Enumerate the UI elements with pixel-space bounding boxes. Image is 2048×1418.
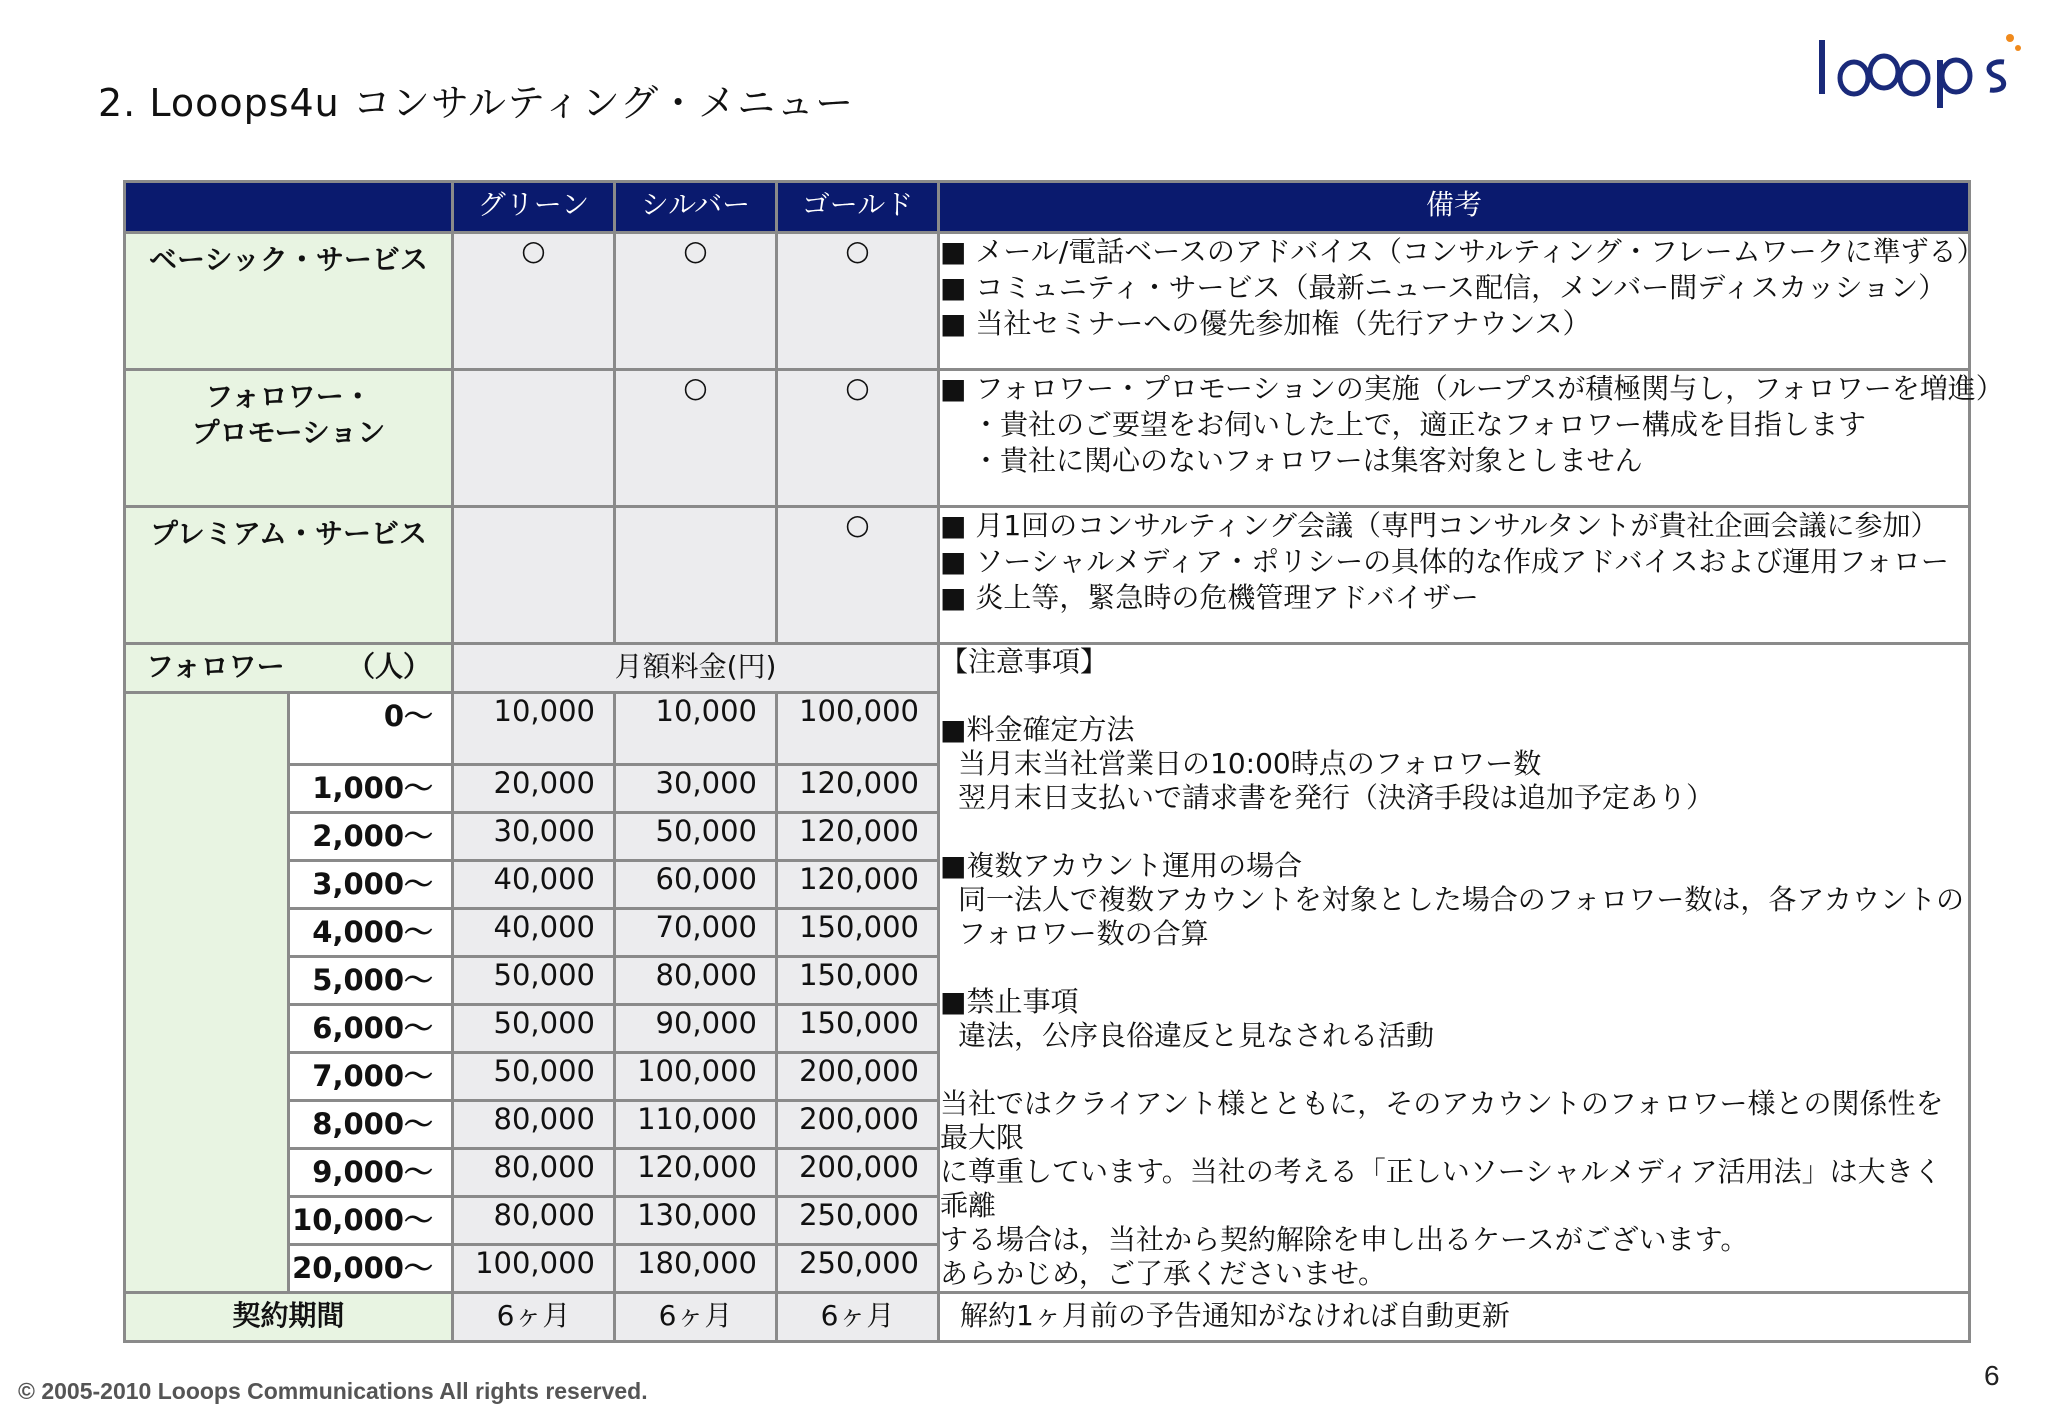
header-silver: シルバー: [615, 182, 777, 233]
follower-tier: 20,000～: [289, 1245, 453, 1293]
note-line: ■ 炎上等，緊急時の危機管理アドバイザー: [940, 581, 1479, 614]
header-notes: 備考: [939, 182, 1970, 233]
promotion-gold-mark: ○: [777, 370, 939, 507]
note-line: ・貴社のご要望をお伺いした上で，適正なフォロワー構成を目指します: [972, 408, 1867, 441]
follower-tier: 7,000～: [289, 1053, 453, 1101]
follower-tier: 2,000～: [289, 813, 453, 861]
closing-line: に尊重しています。当社の考える「正しいソーシャルメディア活用法」は大きく乖離: [940, 1155, 1942, 1222]
table-header-row: [125, 182, 1970, 233]
silver-price: 60,000: [615, 861, 777, 909]
green-price: 30,000: [453, 813, 615, 861]
basic-gold-mark: ○: [777, 233, 939, 370]
green-price: 10,000: [453, 693, 615, 765]
silver-price: 100,000: [615, 1053, 777, 1101]
silver-price: 180,000: [615, 1245, 777, 1293]
gold-contract: 6ヶ月: [777, 1293, 939, 1342]
silver-price: 10,000: [615, 693, 777, 765]
follower-tier: 9,000～: [289, 1149, 453, 1197]
basic-silver-mark: ○: [615, 233, 777, 370]
contract-period-row: [125, 1293, 1970, 1342]
gold-price: 200,000: [777, 1149, 939, 1197]
prohibited-heading: ■禁止事項: [940, 985, 1079, 1018]
basic-green-mark: ○: [453, 233, 615, 370]
silver-price: 50,000: [615, 813, 777, 861]
silver-contract: 6ヶ月: [615, 1293, 777, 1342]
follower-tier: 6,000～: [289, 1005, 453, 1053]
follower-tier: 0～: [289, 693, 453, 765]
header-gold: ゴールド: [777, 182, 939, 233]
contract-period-label: 契約期間: [125, 1293, 453, 1342]
follower-spacer: [125, 693, 289, 1293]
monthly-fee-header: 月額料金(円): [453, 644, 939, 693]
green-contract: 6ヶ月: [453, 1293, 615, 1342]
gold-price: 200,000: [777, 1101, 939, 1149]
caution-line: 当月末当社営業日の10:00時点のフォロワー数: [958, 747, 1542, 780]
basic-service-label: ベーシック・サービス: [125, 233, 453, 370]
label-line: フォロワー・: [205, 380, 372, 413]
caution-line: 同一法人で複数アカウントを対象とした場合のフォロワー数は，各アカウントの: [958, 883, 1965, 916]
silver-price: 90,000: [615, 1005, 777, 1053]
follower-tier: 4,000～: [289, 909, 453, 957]
follower-tier: 5,000～: [289, 957, 453, 1005]
closing-line: する場合は，当社から契約解除を申し出るケースがございます。: [940, 1223, 1749, 1256]
gold-price: 120,000: [777, 765, 939, 813]
note-line: ■ ソーシャルメディア・ポリシーの具体的な作成アドバイスおよび運用フォロー: [940, 545, 1949, 578]
follower-count-header: [125, 644, 453, 693]
gold-price: 200,000: [777, 1053, 939, 1101]
gold-price: 250,000: [777, 1245, 939, 1293]
follower-tier: 1,000～: [289, 765, 453, 813]
green-price: 50,000: [453, 1053, 615, 1101]
caution-line: 翌月末日支払いで請求書を発行（決済手段は追加予定あり）: [958, 781, 1715, 814]
fee-method-heading: ■料金確定方法: [940, 713, 1135, 746]
note-line: ■ メール/電話ベースのアドバイス（コンサルティング・フレームワークに準ずる）: [940, 235, 1985, 268]
closing-line: 当社ではクライアント様とともに，そのアカウントのフォロワー様との関係性を最大限: [940, 1087, 1944, 1154]
gold-price: 250,000: [777, 1197, 939, 1245]
premium-silver-mark: [615, 507, 777, 644]
closing-line: あらかじめ，ご了承くださいませ。: [940, 1257, 1387, 1290]
unit-label: （人）: [346, 650, 431, 683]
green-price: 50,000: [453, 1005, 615, 1053]
silver-price: 30,000: [615, 765, 777, 813]
promotion-green-mark: [453, 370, 615, 507]
promotion-silver-mark: ○: [615, 370, 777, 507]
gold-price: 120,000: [777, 813, 939, 861]
page-number: 6: [1984, 1360, 2000, 1391]
basic-service-notes: [939, 233, 1985, 370]
silver-price: 70,000: [615, 909, 777, 957]
green-price: 100,000: [453, 1245, 615, 1293]
green-price: 50,000: [453, 957, 615, 1005]
looops-logo: [1808, 26, 2028, 110]
copyright-footer: © 2005-2010 Looops Communications All rights reserved.: [18, 1378, 648, 1404]
consulting-menu-table: [123, 180, 2004, 1343]
gold-price: 100,000: [777, 693, 939, 765]
silver-price: 110,000: [615, 1101, 777, 1149]
gold-price: 150,000: [777, 909, 939, 957]
follower-tier: 10,000～: [289, 1197, 453, 1245]
note-line: ■ コミュニティ・サービス（最新ニュース配信，メンバー間ディスカッション）: [940, 271, 1947, 304]
caution-line: フォロワー数の合算: [958, 917, 1209, 950]
green-price: 80,000: [453, 1101, 615, 1149]
silver-price: 130,000: [615, 1197, 777, 1245]
green-price: 40,000: [453, 861, 615, 909]
caution-line: 違法，公序良俗違反と見なされる活動: [958, 1019, 1435, 1052]
caution-heading: 【注意事項】: [940, 645, 1109, 678]
note-line: ■ フォロワー・プロモーションの実施（ループスが積極関与し，フォロワーを増進）: [940, 372, 2004, 405]
premium-service-notes: [939, 507, 1970, 644]
pricing-header-row: [125, 644, 1970, 693]
premium-green-mark: [453, 507, 615, 644]
follower-promotion-label: [125, 370, 453, 507]
premium-gold-mark: ○: [777, 507, 939, 644]
follower-label: フォロワー: [146, 650, 285, 683]
silver-price: 80,000: [615, 957, 777, 1005]
green-price: 20,000: [453, 765, 615, 813]
premium-service-label: プレミアム・サービス: [125, 507, 453, 644]
note-line: ・貴社に関心のないフォロワーは集客対象としません: [972, 444, 1643, 477]
follower-promotion-notes: [939, 370, 2004, 507]
follower-tier: 8,000～: [289, 1101, 453, 1149]
follower-promotion-row: [125, 370, 1970, 507]
page-title: 2. Looops4u コンサルティング・メニュー: [98, 81, 855, 125]
green-price: 40,000: [453, 909, 615, 957]
gold-price: 120,000: [777, 861, 939, 909]
premium-service-row: [125, 507, 1970, 644]
gold-price: 150,000: [777, 1005, 939, 1053]
caution-notes: [939, 644, 1970, 1293]
follower-tier: 3,000～: [289, 861, 453, 909]
green-price: 80,000: [453, 1149, 615, 1197]
note-line: ■ 当社セミナーへの優先参加権（先行アナウンス）: [940, 307, 1591, 340]
basic-service-row: [125, 233, 1970, 370]
contract-note: 解約1ヶ月前の予告通知がなければ自動更新: [939, 1293, 1970, 1342]
multi-account-heading: ■複数アカウント運用の場合: [940, 849, 1303, 882]
green-price: 80,000: [453, 1197, 615, 1245]
gold-price: 150,000: [777, 957, 939, 1005]
note-line: ■ 月1回のコンサルティング会議（専門コンサルタントが貴社企画会議に参加）: [940, 509, 1939, 542]
label-line: プロモーション: [191, 416, 386, 449]
silver-price: 120,000: [615, 1149, 777, 1197]
header-green: グリーン: [453, 182, 615, 233]
header-blank-cell: [125, 182, 453, 233]
